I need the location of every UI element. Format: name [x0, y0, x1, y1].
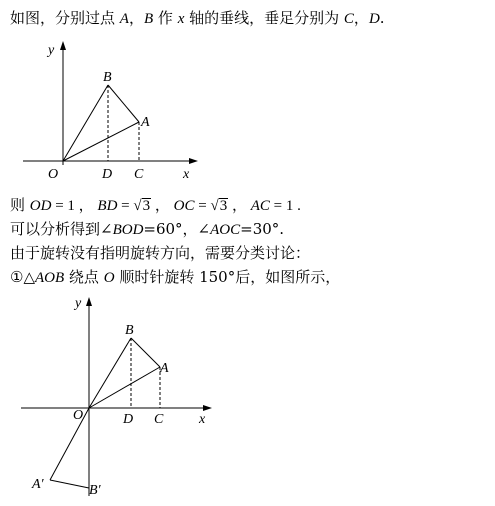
y-axis-arrow [86, 297, 92, 306]
label-b-prime: B′ [89, 483, 101, 498]
label-b: B [103, 70, 112, 85]
label-a: A [141, 115, 150, 130]
text-line-3 [10, 219, 284, 240]
text-segment: ， [128, 9, 144, 27]
segment-ba [131, 338, 160, 367]
text-segment: = [194, 198, 211, 214]
text-segment: = 1 ， [51, 198, 98, 214]
text-segment: 如图，分别过点 [10, 9, 120, 27]
label-c: C [154, 412, 164, 427]
point-label-c: C [343, 11, 354, 27]
segment-name-oc: OC [173, 198, 195, 214]
sqrt-sign: √ [133, 198, 142, 214]
sqrt-sign: √ [210, 198, 219, 214]
label-d: D [123, 412, 134, 427]
label-d: D [102, 167, 113, 182]
y-axis-arrow [60, 41, 66, 50]
label-y: y [48, 43, 55, 58]
text-segment: 顺时针旋转 150°后，如图所示， [114, 268, 341, 286]
text-segment: ， [228, 198, 251, 214]
text-segment: 则 [10, 196, 30, 214]
text-segment: ， [353, 9, 369, 27]
label-o: O [48, 167, 59, 182]
segment-ba [108, 85, 139, 122]
segment-name-bd: BD [97, 198, 118, 214]
text-segment: 轴的垂线，垂足分别为 [184, 9, 344, 27]
label-a-prime: A′ [32, 477, 44, 492]
segment-ob [89, 338, 131, 408]
label-x: x [199, 412, 206, 427]
text-line-5 [10, 267, 340, 288]
angle-name-bod: BOD [112, 222, 144, 238]
text-segment: 作 [153, 9, 178, 27]
text-segment: = [117, 198, 134, 214]
text-segment: =30°. [240, 220, 285, 238]
point-label-o: O [103, 270, 115, 286]
text-line-2 [10, 195, 301, 216]
text-segment: ， [151, 198, 174, 214]
segment-a-prime-b-prime [50, 480, 89, 488]
point-label-a: A [119, 11, 129, 27]
text-line-4: 由于旋转没有指明旋转方向，需要分类讨论： [10, 244, 311, 262]
label-o: O [73, 408, 84, 423]
radicand: 3 [142, 198, 151, 214]
segment-oa-prime [50, 408, 89, 480]
label-y: y [75, 296, 82, 311]
figure-2 [15, 292, 230, 502]
text-segment: 绕点 [64, 268, 104, 286]
text-segment: 可以分析得到∠ [10, 220, 113, 238]
text-segment: . [379, 9, 385, 27]
text-segment: =60°，∠ [143, 220, 211, 238]
triangle-name-aob: AOB [34, 270, 65, 286]
label-a: A [160, 361, 169, 376]
text-line-1 [10, 8, 385, 29]
text-segment: = 1 . [269, 198, 301, 214]
label-c: C [134, 167, 144, 182]
text-segment: ①△ [10, 268, 35, 286]
x-axis-arrow [203, 405, 212, 411]
angle-name-aoc: AOC [210, 222, 241, 238]
figure-1 [15, 38, 215, 188]
point-label-d: D [368, 11, 380, 27]
label-b: B [125, 323, 134, 338]
segment-name-ac: AC [250, 198, 270, 214]
axis-name-x: x [177, 11, 185, 27]
label-x: x [183, 167, 190, 182]
x-axis-arrow [189, 158, 198, 164]
segment-oa [89, 367, 160, 408]
point-label-b: B [143, 11, 154, 27]
radicand: 3 [219, 198, 228, 214]
segment-name-od: OD [29, 198, 52, 214]
